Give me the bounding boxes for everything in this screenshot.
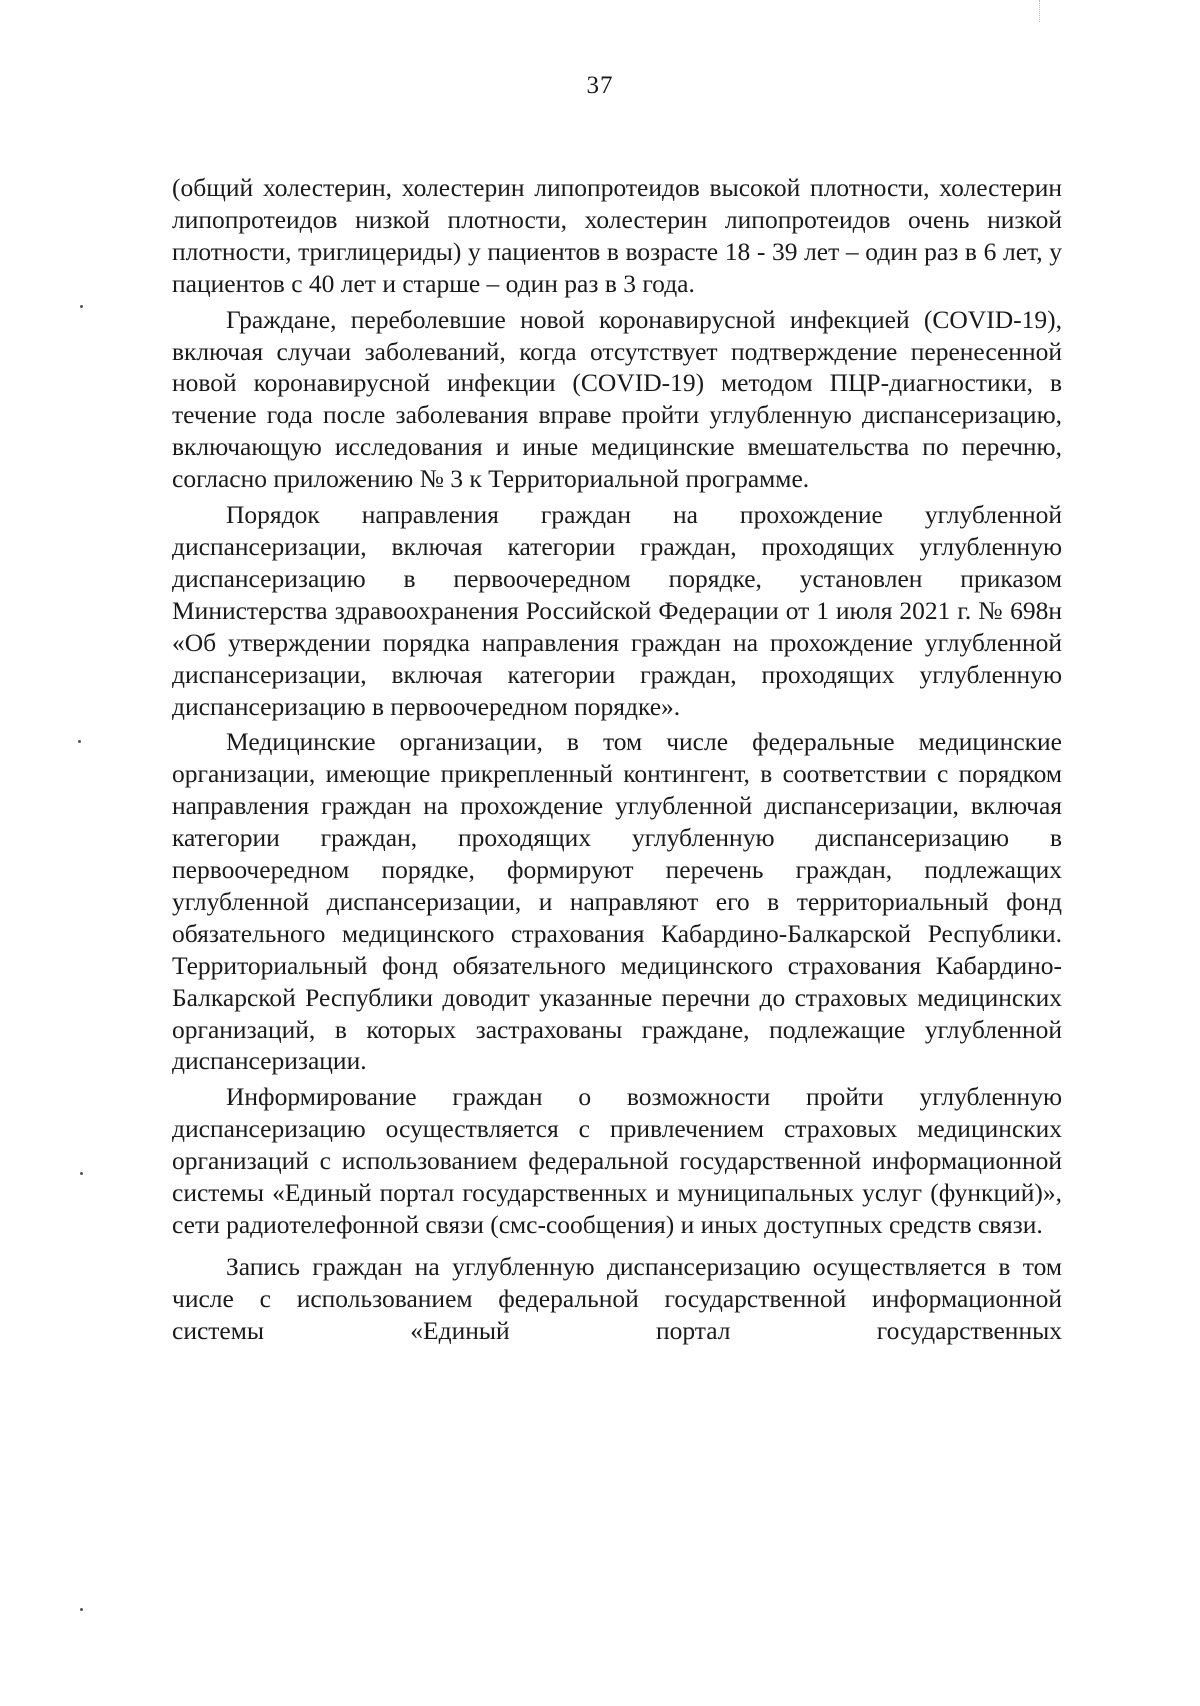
page-number: 37 [586,72,614,99]
paragraph-6: Запись граждан на углубленную диспансеризацию осуществляется в том числе с использованием федеральной государственной информационной системы «Единый портал государственных [172,1251,1062,1345]
paragraph-2: Граждане, переболевшие новой коронавирусной инфекцией (COVID-19), включая случаи заболеваний, когда отсутствует подтверждение перенесенной новой коронавирусной инфекции (COVID-19) методом ПЦР-диагностики, в течение года после заболевания вправе пройти углубленную диспансеризацию, включающую исследования и иные медицинские вмешательства по перечню, согласно приложению № 3 к Территориальной программе. [172,304,1062,494]
scan-dot [80,1172,83,1175]
scan-edge-mark [1038,0,1040,22]
paragraph-4: Медицинские организации, в том числе федеральные медицинские организации, имеющие прикрепленный контингент, в соответствии с порядком направления граждан на прохождение углубленной диспансеризации, включая категории граждан, проходящих углубленную диспансеризацию в первоочередном порядке, формируют перечень граждан, подлежащих углубленной диспансеризации, и направляют его в территориальный фонд обязательного медицинского страхования Кабардино-Балкарской Республики. Территориальный фонд обязательного медицинского страхования Кабардино-Балкарской Республики доводит указанные перечни до страховых медицинских организаций, в которых застрахованы граждане, подлежащие углубленной диспансеризации. [172,727,1062,1076]
paragraph-1: (общий холестерин, холестерин липопротеидов высокой плотности, холестерин липопротеидов низкой плотности, холестерин липопротеидов очень низкой плотности, триглицериды) у пациентов в возрасте 18 - 39 лет – один раз в 6 лет, у пациентов с 40 лет и старше – один раз в 3 года. [172,173,1062,298]
document-body [172,172,1062,1351]
paragraph-3: Порядок направления граждан на прохождение углубленной диспансеризации, включая категории граждан, проходящих углубленную диспансеризацию в первоочередном порядке, установлен приказом Министерства здравоохранения Российской Федерации от 1 июля 2021 г. № 698н «Об утверждении порядка направления граждан на прохождение углубленной диспансеризации, включая категории граждан, проходящих углубленную диспансеризацию в первоочередном порядке». [172,500,1062,721]
scan-dot [80,305,83,308]
scan-dot [78,740,81,743]
paragraph-5: Информирование граждан о возможности пройти углубленную диспансеризацию осуществляется с привлечением страховых медицинских организаций с использованием федеральной государственной информационной системы «Единый портал государственных и муниципальных услуг (функций)», сети радиотелефонной связи (смс-сообщения) и иных доступных средств связи. [172,1082,1062,1239]
scan-dot [80,1608,83,1611]
